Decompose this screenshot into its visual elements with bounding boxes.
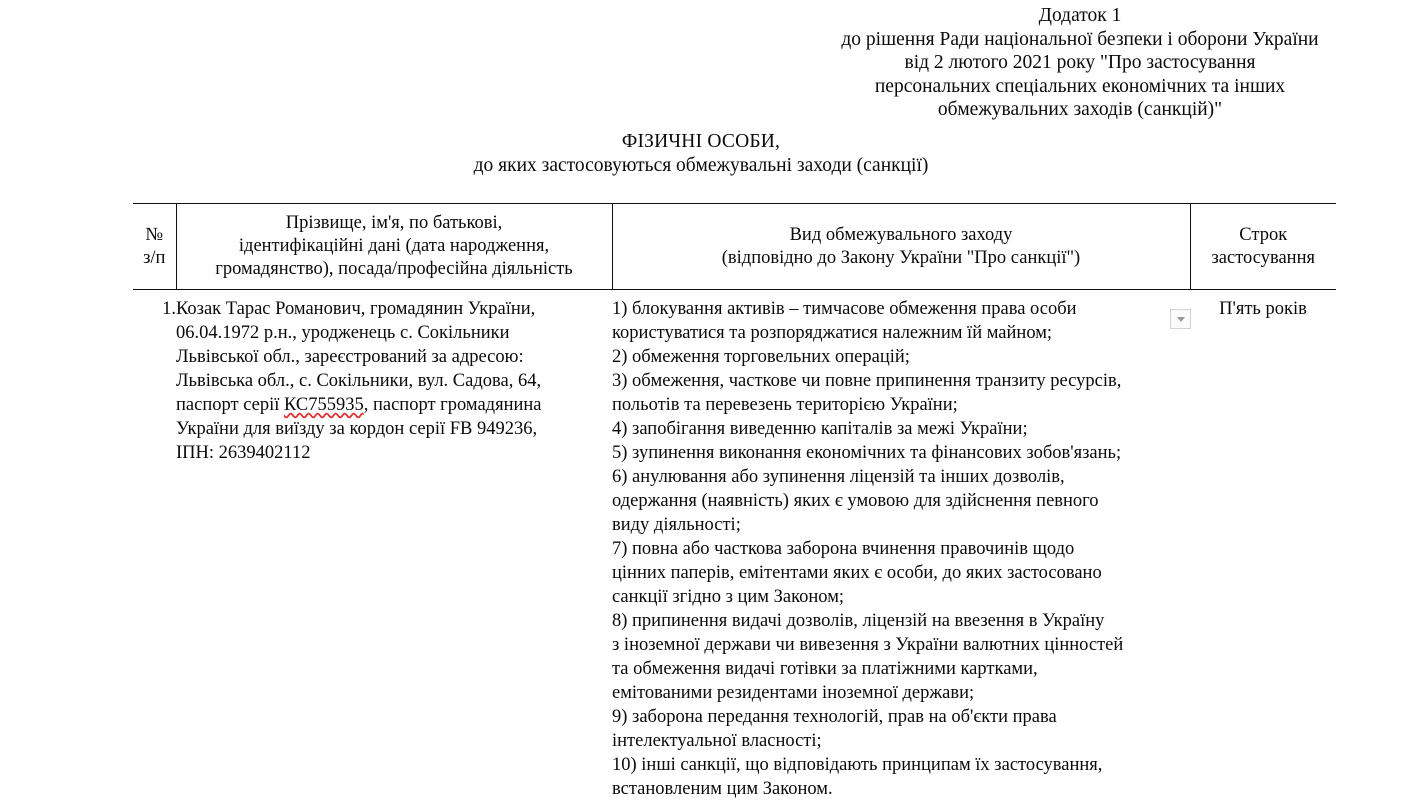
sanctions-table (133, 203, 1336, 801)
measure-line: встановленим цим Законом. (612, 777, 1190, 801)
passport-suffix: , паспорт громадянина (364, 395, 542, 415)
person-line: Козак Тарас Романович, громадянин України, (176, 297, 612, 321)
column-header-number-line-2: з/п (139, 247, 170, 270)
header-line-economic: персональних спеціальних економічних та інших (820, 75, 1340, 99)
measure-line: інтелектуальної власності; (612, 729, 1190, 753)
page-title-main: ФІЗИЧНІ ОСОБИ, (0, 130, 1402, 154)
person-line: Львівської обл., зареєстрований за адресою: (176, 345, 612, 369)
row-person-details (176, 290, 612, 801)
header-line-appendix: Додаток 1 (820, 4, 1340, 28)
column-header-number (133, 204, 176, 290)
chevron-down-icon[interactable] (1170, 309, 1191, 329)
measure-line: 5) зупинення виконання економічних та фінансових зобов'язань; (612, 441, 1190, 465)
measure-line: з іноземної держави чи вивезення з України валютних цінностей (612, 633, 1190, 657)
measure-line: 2) обмеження торговельних операцій; (612, 345, 1190, 369)
table-header (133, 204, 1336, 290)
column-header-term-line-2: застосування (1197, 247, 1331, 270)
table-body (133, 290, 1336, 801)
document-header-block (820, 4, 1340, 122)
person-line-tax-id: ІПН: 2639402112 (176, 441, 612, 465)
measure-line: цінних паперів, емітентами яких є особи, до яких застосовано (612, 561, 1190, 585)
person-line-passport (176, 393, 612, 417)
measure-line: одержання (наявність) яких є умовою для здійснення певного (612, 489, 1190, 513)
measure-line: 6) анулювання або зупинення ліцензій та інших дозволів, (612, 465, 1190, 489)
passport-prefix: паспорт серії (176, 395, 284, 415)
person-line: 06.04.1972 р.н., уродженець с. Сокільники (176, 321, 612, 345)
measure-line: 7) повна або часткова заборона вчинення правочинів щодо (612, 537, 1190, 561)
column-header-person-line-1: Прізвище, ім'я, по батькові, (183, 212, 606, 235)
measure-line: 3) обмеження, часткове чи повне припинення транзиту ресурсів, (612, 369, 1190, 393)
column-header-person (176, 204, 612, 290)
column-header-person-line-2: ідентифікаційні дані (дата народження, (183, 235, 606, 258)
row-term: П'ять років (1190, 290, 1336, 801)
table-header-row (133, 204, 1336, 290)
person-line-foreign-passport: України для виїзду за кордон серії FB 949236, (176, 417, 612, 441)
measure-line: польотів та перевезень територією України; (612, 393, 1190, 417)
measure-line: користуватися та розпоряджатися належним їй майном; (612, 321, 1190, 345)
column-header-measure (612, 204, 1190, 290)
measure-line: 9) заборона передання технологій, прав на об'єкти права (612, 705, 1190, 729)
column-header-number-line-1: № (139, 224, 170, 247)
chevron-down-glyph (1177, 317, 1185, 322)
header-line-sanctions: обмежувальних заходів (санкцій)" (820, 98, 1340, 122)
sanctions-table-wrap (133, 203, 1336, 801)
measure-line: 4) запобігання виведенню капіталів за межі України; (612, 417, 1190, 441)
measure-line: 1) блокування активів – тимчасове обмеження права особи (612, 297, 1190, 321)
column-header-person-line-3: громадянство), посада/професійна діяльність (183, 258, 606, 281)
measure-line: 10) інші санкції, що відповідають принципам їх застосування, (612, 753, 1190, 777)
header-line-date: від 2 лютого 2021 року "Про застосування (820, 51, 1340, 75)
row-measures (612, 290, 1190, 801)
page-title (0, 130, 1402, 178)
page-title-sub: до яких застосовуються обмежувальні заходи (санкції) (0, 154, 1402, 178)
passport-series-misspelled: КС755935 (284, 395, 364, 415)
column-header-measure-line-2: (відповідно до Закону України "Про санкції") (619, 247, 1184, 270)
measure-line: виду діяльності; (612, 513, 1190, 537)
person-line: Львівська обл., с. Сокільники, вул. Садова, 64, (176, 369, 612, 393)
measure-line: санкції згідно з цим Законом; (612, 585, 1190, 609)
column-header-term-line-1: Строк (1197, 224, 1331, 247)
measure-line: емітованими резидентами іноземної держави; (612, 681, 1190, 705)
column-header-measure-line-1: Вид обмежувального заходу (619, 224, 1184, 247)
table-row (133, 290, 1336, 801)
column-header-term (1190, 204, 1336, 290)
measure-line: та обмеження видачі готівки за платіжними картками, (612, 657, 1190, 681)
header-line-council: до рішення Ради національної безпеки і оборони України (820, 28, 1340, 52)
measure-line: 8) припинення видачі дозволів, ліцензій на ввезення в Україну (612, 609, 1190, 633)
row-number: 1. (133, 290, 176, 801)
